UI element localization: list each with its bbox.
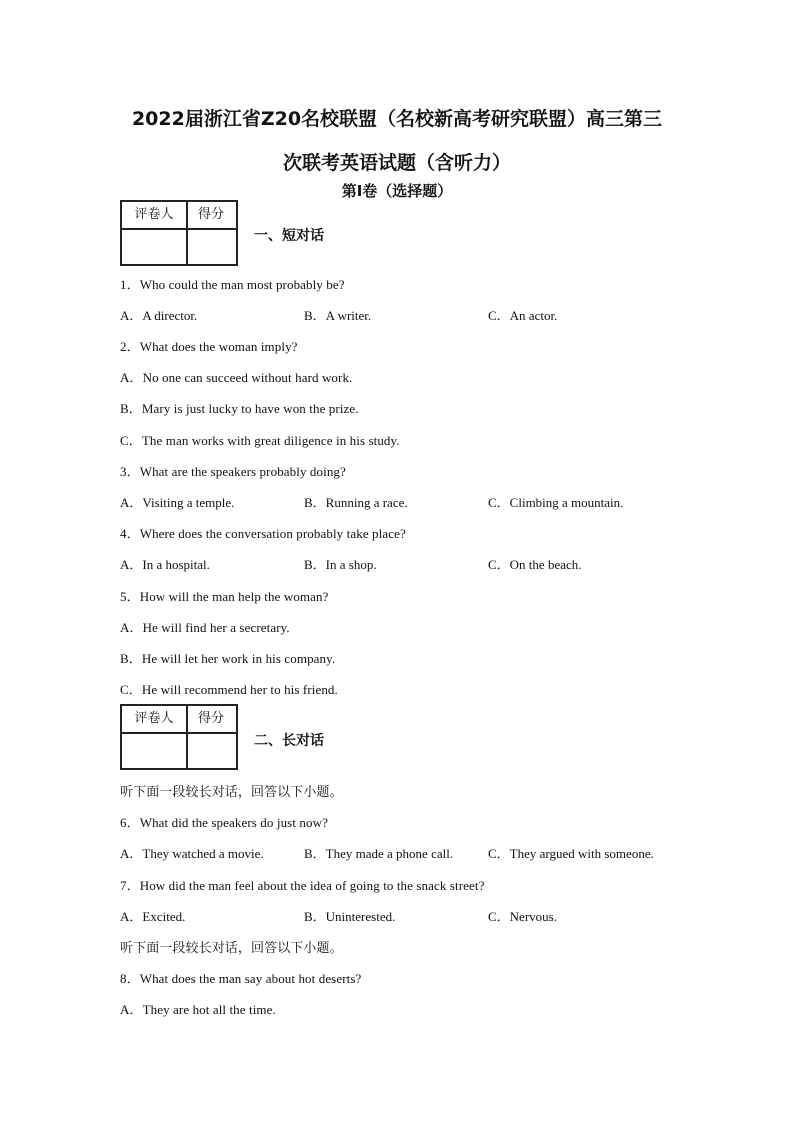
option-b: B．Running a race. [304,495,408,510]
question-stem: 2．What does the woman imply? [120,339,298,354]
option-b: B．A writer. [304,308,372,323]
option-c: C．Climbing a mountain. [488,495,624,510]
option-b: B．Uninterested. [304,909,396,924]
instruction-text: 听下面一段较长对话，回答以下小题。 [120,941,343,956]
score-table-header-grader: 评卷人 [134,711,174,726]
score-table [120,704,238,770]
option-a: A．Excited. [120,909,186,924]
option-c: C．On the beach. [488,557,582,572]
option-a: A．Visiting a temple. [120,495,235,510]
volume-label: 第I卷（选择题） [341,182,453,200]
option-c: C．The man works with great diligence in his study. [120,433,400,448]
score-table [120,200,238,266]
page-title: 2022届浙江省Z20名校联盟（名校新高考研究联盟）高三第三 [131,108,663,130]
score-table-header-score: 得分 [197,711,224,726]
option-b: B．He will let her work in his company. [120,651,336,666]
option-a: A．They are hot all the time. [120,1002,276,1017]
option-b: B．In a shop. [304,557,377,572]
question-stem: 5．How will the man help the woman? [120,589,329,604]
section-heading: 一、短对话 [254,228,324,244]
table-divider [186,706,188,768]
table-divider [122,228,236,230]
option-a: A．A director. [120,308,198,323]
page-title-continued: 次联考英语试题（含听力） [282,152,511,174]
score-table-header-grader: 评卷人 [134,207,174,222]
option-a: A．In a hospital. [120,557,210,572]
question-stem: 7．How did the man feel about the idea of going to the snack street? [120,878,485,893]
score-table-header-score: 得分 [197,207,224,222]
option-c: C．Nervous. [488,909,557,924]
section-heading: 二、长对话 [254,733,324,749]
option-b: B．They made a phone call. [304,846,454,861]
option-c: C．He will recommend her to his friend. [120,682,338,697]
option-c: C．They argued with someone. [488,846,654,861]
question-stem: 8．What does the man say about hot deserts? [120,971,362,986]
instruction-text: 听下面一段较长对话，回答以下小题。 [120,785,343,800]
table-divider [186,202,188,264]
question-stem: 3．What are the speakers probably doing? [120,464,346,479]
option-a: A．No one can succeed without hard work. [120,370,353,385]
option-b: B．Mary is just lucky to have won the prize. [120,401,359,416]
option-a: A．He will find her a secretary. [120,620,290,635]
question-stem: 1．Who could the man most probably be? [120,277,345,292]
option-c: C．An actor. [488,308,558,323]
table-divider [122,732,236,734]
question-stem: 4．Where does the conversation probably take place? [120,526,406,541]
option-a: A．They watched a movie. [120,846,264,861]
question-stem: 6．What did the speakers do just now? [120,815,328,830]
